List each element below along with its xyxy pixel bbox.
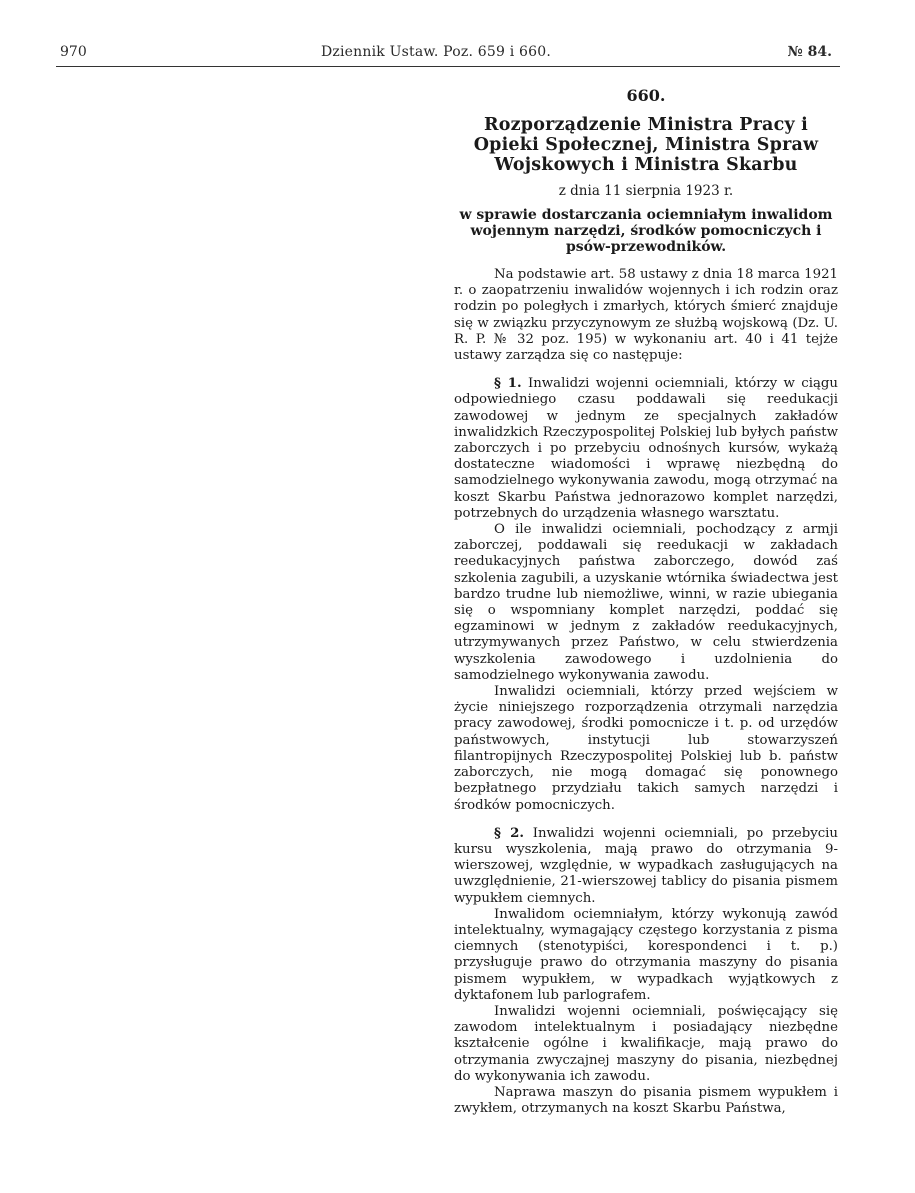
section-2-paragraph (454, 826, 838, 907)
act-title: Rozporządzenie Ministra Pracy i Opieki Społecznej, Ministra Spraw Wojskowych i Ministra Skarbu (473, 115, 819, 175)
section-1-text: Inwalidzi wojenni ociemniali, którzy w ciągu odpowiedniego czasu poddawali się reedukacji zawodowej w jednym ze specjalnych zakładów inwalidzkich Rzeczypospolitej Polskiej lub byłych państw zaborczych i po przebyciu odnośnych kursów, wykażą dostateczne wiadomości i wprawę niezbędną do samodzielnego wykonywania zawodu, mogą otrzymać na koszt Skarbu Państwa jednorazowo komplet narzędzi, potrzebnych do urządzenia własnego warsztatu. (454, 376, 838, 521)
section-1-paragraph-3: Inwalidzi ociemniali, którzy przed wejściem w życie niniejszego rozporządzenia otrzymali narzędzia pracy zawodowej, środki pomocnicze i t. p. od urzędów państwowych, instytucji lub stowarzyszeń filantropijnych Rzeczypospolitej Polskiej lub b. państw zaborczych, nie mogą domagać się ponownego bezpłatnego przydziału takich samych narzędzi i środków pomocniczych. (454, 684, 838, 813)
running-header (56, 44, 840, 66)
issue-number: № 84. (787, 44, 832, 60)
section-1-paragraph (454, 376, 838, 522)
section-2-paragraph-2: Inwalidom ociemniałym, którzy wykonują zawód intelektualny, wymagający częstego korzystania z pisma ciemnych (stenotypiści, korespondenci i t. p.) przysługuje prawo do otrzymania maszyny do pisania pismem wypukłem, w wypadkach wyjątkowych z dyktafonem lub parlografem. (454, 906, 838, 1003)
act-subject: w sprawie dostarczania ociemniałym inwalidom wojennym narzędzi, środków pomocniczych i psów-przewodników. (459, 207, 833, 255)
section-1-label: § 1. (494, 376, 522, 392)
section-2-paragraph-4: Naprawa maszyn do pisania pismem wypukłem i zwykłem, otrzymanych na koszt Skarbu Państwa, (454, 1084, 838, 1117)
item-number: 660. (626, 86, 666, 105)
act-date: z dnia 11 sierpnia 1923 r. (558, 183, 734, 199)
section-2-label: § 2. (494, 825, 524, 841)
section-2-paragraph-3: Inwalidzi wojenni ociemniali, poświęcający się zawodom intelektualnym i posiadający niezbędne kształcenie ogólne i kwalifikacje, mają prawo do otrzymania zwyczajnej maszyny do pisania, niezbędnej do wykonywania ich zawodu. (454, 1003, 838, 1084)
header-rule (56, 66, 840, 67)
document-column (454, 86, 838, 1117)
section-2-text: Inwalidzi wojenni ociemniali, po przebyciu kursu wyszkolenia, mają prawo do otrzymania 9-wierszowej, względnie, w wypadkach zasługujących na uwzględnienie, 21-wierszowej tablicy do pisania pismem wypukłem ciemnych. (454, 825, 838, 906)
journal-reference: Dziennik Ustaw. Poz. 659 i 660. (321, 44, 552, 60)
section-1-paragraph-2: O ile inwalidzi ociemniali, pochodzący z armji zaborczej, poddawali się reedukacji w zakładach reedukacyjnych państwa zaborczego, dowód zaś szkolenia zagubili, a uzyskanie wtórnika świadectwa jest bardzo trudne lub niemożliwe, winni, w razie ubiegania się o wspomniany komplet narzędzi, poddać się egzaminowi w jednym z zakładów reedukacyjnych, utrzymywanych przez Państwo, w celu stwierdzenia wyszkolenia zawodowego i uzdolnienia do samodzielnego wykonywania zawodu. (454, 522, 838, 683)
preamble-paragraph: Na podstawie art. 58 ustawy z dnia 18 marca 1921 r. o zaopatrzeniu inwalidów wojennych i ich rodzin oraz rodzin po poległych i zmarłych, których śmierć znajduje się w związku przyczynowym ze służbą wojskową (Dz. U. R. P. № 32 poz. 195) w wykonaniu art. 40 i 41 tejże ustawy zarządza się co następuje: (454, 267, 838, 364)
page-number: 970 (60, 44, 87, 60)
